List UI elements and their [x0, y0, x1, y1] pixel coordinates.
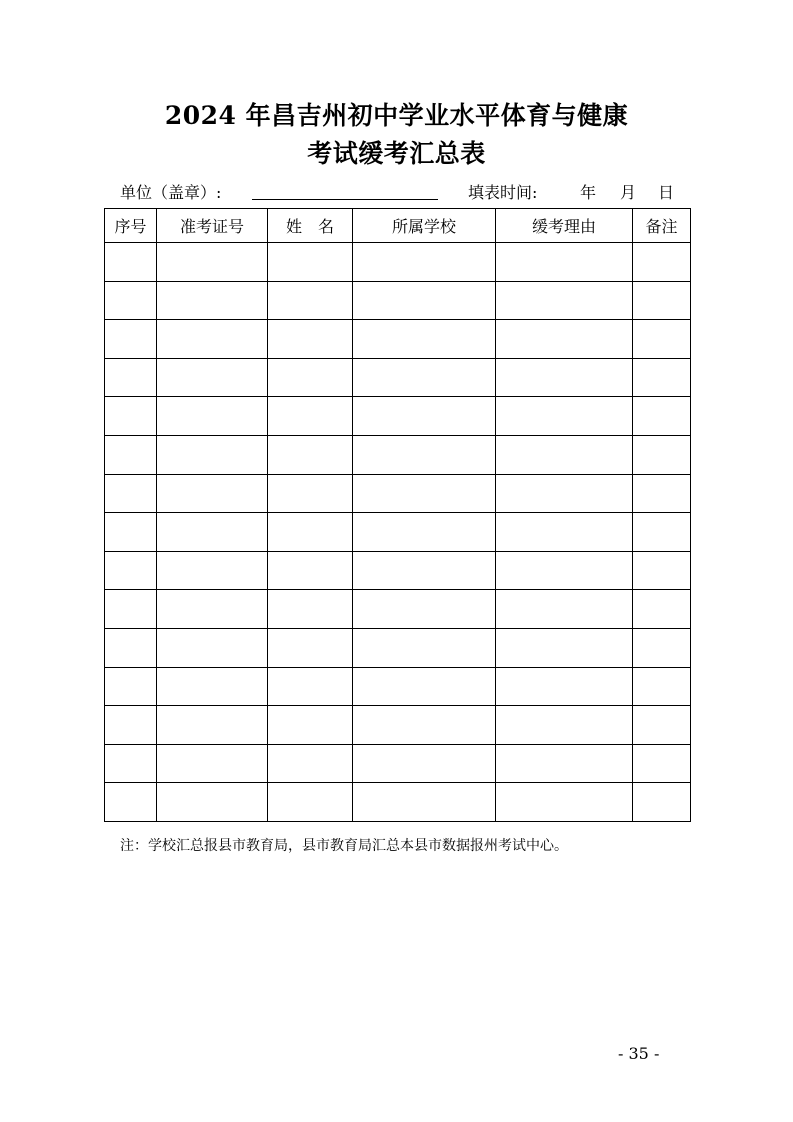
- table-cell[interactable]: [353, 513, 496, 552]
- table-cell[interactable]: [157, 551, 268, 590]
- table-cell[interactable]: [496, 706, 633, 745]
- table-cell[interactable]: [353, 590, 496, 629]
- table-cell[interactable]: [157, 744, 268, 783]
- table-body: [105, 243, 691, 822]
- table-cell[interactable]: [353, 551, 496, 590]
- table-cell[interactable]: [157, 783, 268, 822]
- table-cell[interactable]: [157, 706, 268, 745]
- table-cell[interactable]: [633, 243, 691, 282]
- table-row: [105, 513, 691, 552]
- table-cell[interactable]: [496, 783, 633, 822]
- date-year-label: 年: [580, 183, 597, 202]
- table-cell[interactable]: [353, 628, 496, 667]
- table-cell[interactable]: [353, 706, 496, 745]
- footnote: 注：学校汇总报县市教育局，县市教育局汇总本县市数据报州考试中心。: [120, 838, 568, 854]
- table-cell[interactable]: [268, 783, 353, 822]
- table-cell[interactable]: [496, 281, 633, 320]
- table-row: [105, 281, 691, 320]
- table-cell[interactable]: [353, 397, 496, 436]
- table-cell[interactable]: [268, 243, 353, 282]
- table-cell[interactable]: [633, 744, 691, 783]
- table-cell[interactable]: [268, 628, 353, 667]
- table-cell[interactable]: [105, 628, 157, 667]
- table-cell[interactable]: [353, 435, 496, 474]
- table-cell[interactable]: [633, 435, 691, 474]
- table-cell[interactable]: [268, 551, 353, 590]
- table-cell[interactable]: [353, 744, 496, 783]
- header-reason: 缓考理由: [496, 209, 633, 243]
- table-row: [105, 320, 691, 359]
- table-cell[interactable]: [157, 243, 268, 282]
- table-cell[interactable]: [496, 628, 633, 667]
- table-cell[interactable]: [268, 513, 353, 552]
- table-cell[interactable]: [496, 397, 633, 436]
- table-cell[interactable]: [353, 667, 496, 706]
- table-cell[interactable]: [633, 628, 691, 667]
- table-cell[interactable]: [105, 243, 157, 282]
- table-cell[interactable]: [157, 628, 268, 667]
- table-cell[interactable]: [105, 590, 157, 629]
- table-header-row: [105, 209, 691, 243]
- table-cell[interactable]: [105, 744, 157, 783]
- header-name: 姓 名: [268, 209, 353, 243]
- table-row: [105, 590, 691, 629]
- table-cell[interactable]: [105, 281, 157, 320]
- table-cell[interactable]: [633, 281, 691, 320]
- table-row: [105, 397, 691, 436]
- table-cell[interactable]: [633, 590, 691, 629]
- table-cell[interactable]: [353, 358, 496, 397]
- table-cell[interactable]: [496, 435, 633, 474]
- table-cell[interactable]: [157, 435, 268, 474]
- header-remarks: 备注: [633, 209, 691, 243]
- document-title-line2: 考试缓考汇总表: [307, 139, 486, 168]
- table-cell[interactable]: [496, 358, 633, 397]
- table-cell[interactable]: [105, 397, 157, 436]
- unit-label: 单位（盖章）:: [120, 183, 222, 202]
- table-cell[interactable]: [105, 320, 157, 359]
- table-cell[interactable]: [496, 667, 633, 706]
- table-row: [105, 474, 691, 513]
- table-cell[interactable]: [157, 397, 268, 436]
- table-row: [105, 744, 691, 783]
- table-cell[interactable]: [268, 706, 353, 745]
- table-row: [105, 628, 691, 667]
- table-row: [105, 783, 691, 822]
- table-row: [105, 358, 691, 397]
- table-cell[interactable]: [633, 358, 691, 397]
- table-cell[interactable]: [353, 243, 496, 282]
- table-cell[interactable]: [105, 783, 157, 822]
- fill-date-label: 填表时间:: [468, 183, 538, 202]
- table-cell[interactable]: [268, 667, 353, 706]
- table-cell[interactable]: [157, 320, 268, 359]
- table-cell[interactable]: [633, 551, 691, 590]
- date-month-label: 月: [620, 183, 637, 202]
- table-cell[interactable]: [105, 358, 157, 397]
- table-cell[interactable]: [268, 744, 353, 783]
- page-number: - 35 -: [618, 1044, 660, 1063]
- table-cell[interactable]: [105, 667, 157, 706]
- date-day-label: 日: [658, 183, 675, 202]
- table-cell[interactable]: [105, 513, 157, 552]
- header-exam-id: 准考证号: [157, 209, 268, 243]
- table-cell[interactable]: [268, 320, 353, 359]
- table-cell[interactable]: [268, 435, 353, 474]
- table-row: [105, 435, 691, 474]
- form-meta-row: [120, 180, 680, 204]
- header-seq: 序号: [105, 209, 157, 243]
- table-cell[interactable]: [157, 667, 268, 706]
- deferral-summary-table: [104, 208, 691, 822]
- table-cell[interactable]: [105, 474, 157, 513]
- table-cell[interactable]: [496, 590, 633, 629]
- table-cell[interactable]: [496, 513, 633, 552]
- table-row: [105, 706, 691, 745]
- table-cell[interactable]: [496, 320, 633, 359]
- table-cell[interactable]: [353, 474, 496, 513]
- table-cell[interactable]: [268, 397, 353, 436]
- table-cell[interactable]: [157, 590, 268, 629]
- table-cell[interactable]: [633, 783, 691, 822]
- table-cell[interactable]: [268, 281, 353, 320]
- header-school: 所属学校: [353, 209, 496, 243]
- table-row: [105, 667, 691, 706]
- table-cell[interactable]: [105, 706, 157, 745]
- table-cell[interactable]: [496, 551, 633, 590]
- document-title-line1: 2024 年昌吉州初中学业水平体育与健康: [164, 101, 629, 130]
- table-cell[interactable]: [353, 783, 496, 822]
- table-cell[interactable]: [157, 513, 268, 552]
- table-cell[interactable]: [105, 551, 157, 590]
- table-cell[interactable]: [633, 513, 691, 552]
- table-cell[interactable]: [353, 281, 496, 320]
- table-row: [105, 243, 691, 282]
- table-cell[interactable]: [268, 358, 353, 397]
- table-cell[interactable]: [157, 474, 268, 513]
- table-cell[interactable]: [633, 667, 691, 706]
- table-row: [105, 551, 691, 590]
- table-cell[interactable]: [496, 243, 633, 282]
- table-cell[interactable]: [353, 320, 496, 359]
- table-cell[interactable]: [633, 706, 691, 745]
- table-cell[interactable]: [268, 474, 353, 513]
- table-cell[interactable]: [268, 590, 353, 629]
- table-cell[interactable]: [157, 358, 268, 397]
- table-cell[interactable]: [157, 281, 268, 320]
- table-cell[interactable]: [633, 397, 691, 436]
- table-cell[interactable]: [496, 744, 633, 783]
- unit-blank-line: [252, 199, 438, 200]
- table-cell[interactable]: [105, 435, 157, 474]
- table-cell[interactable]: [496, 474, 633, 513]
- table-cell[interactable]: [633, 474, 691, 513]
- table-cell[interactable]: [633, 320, 691, 359]
